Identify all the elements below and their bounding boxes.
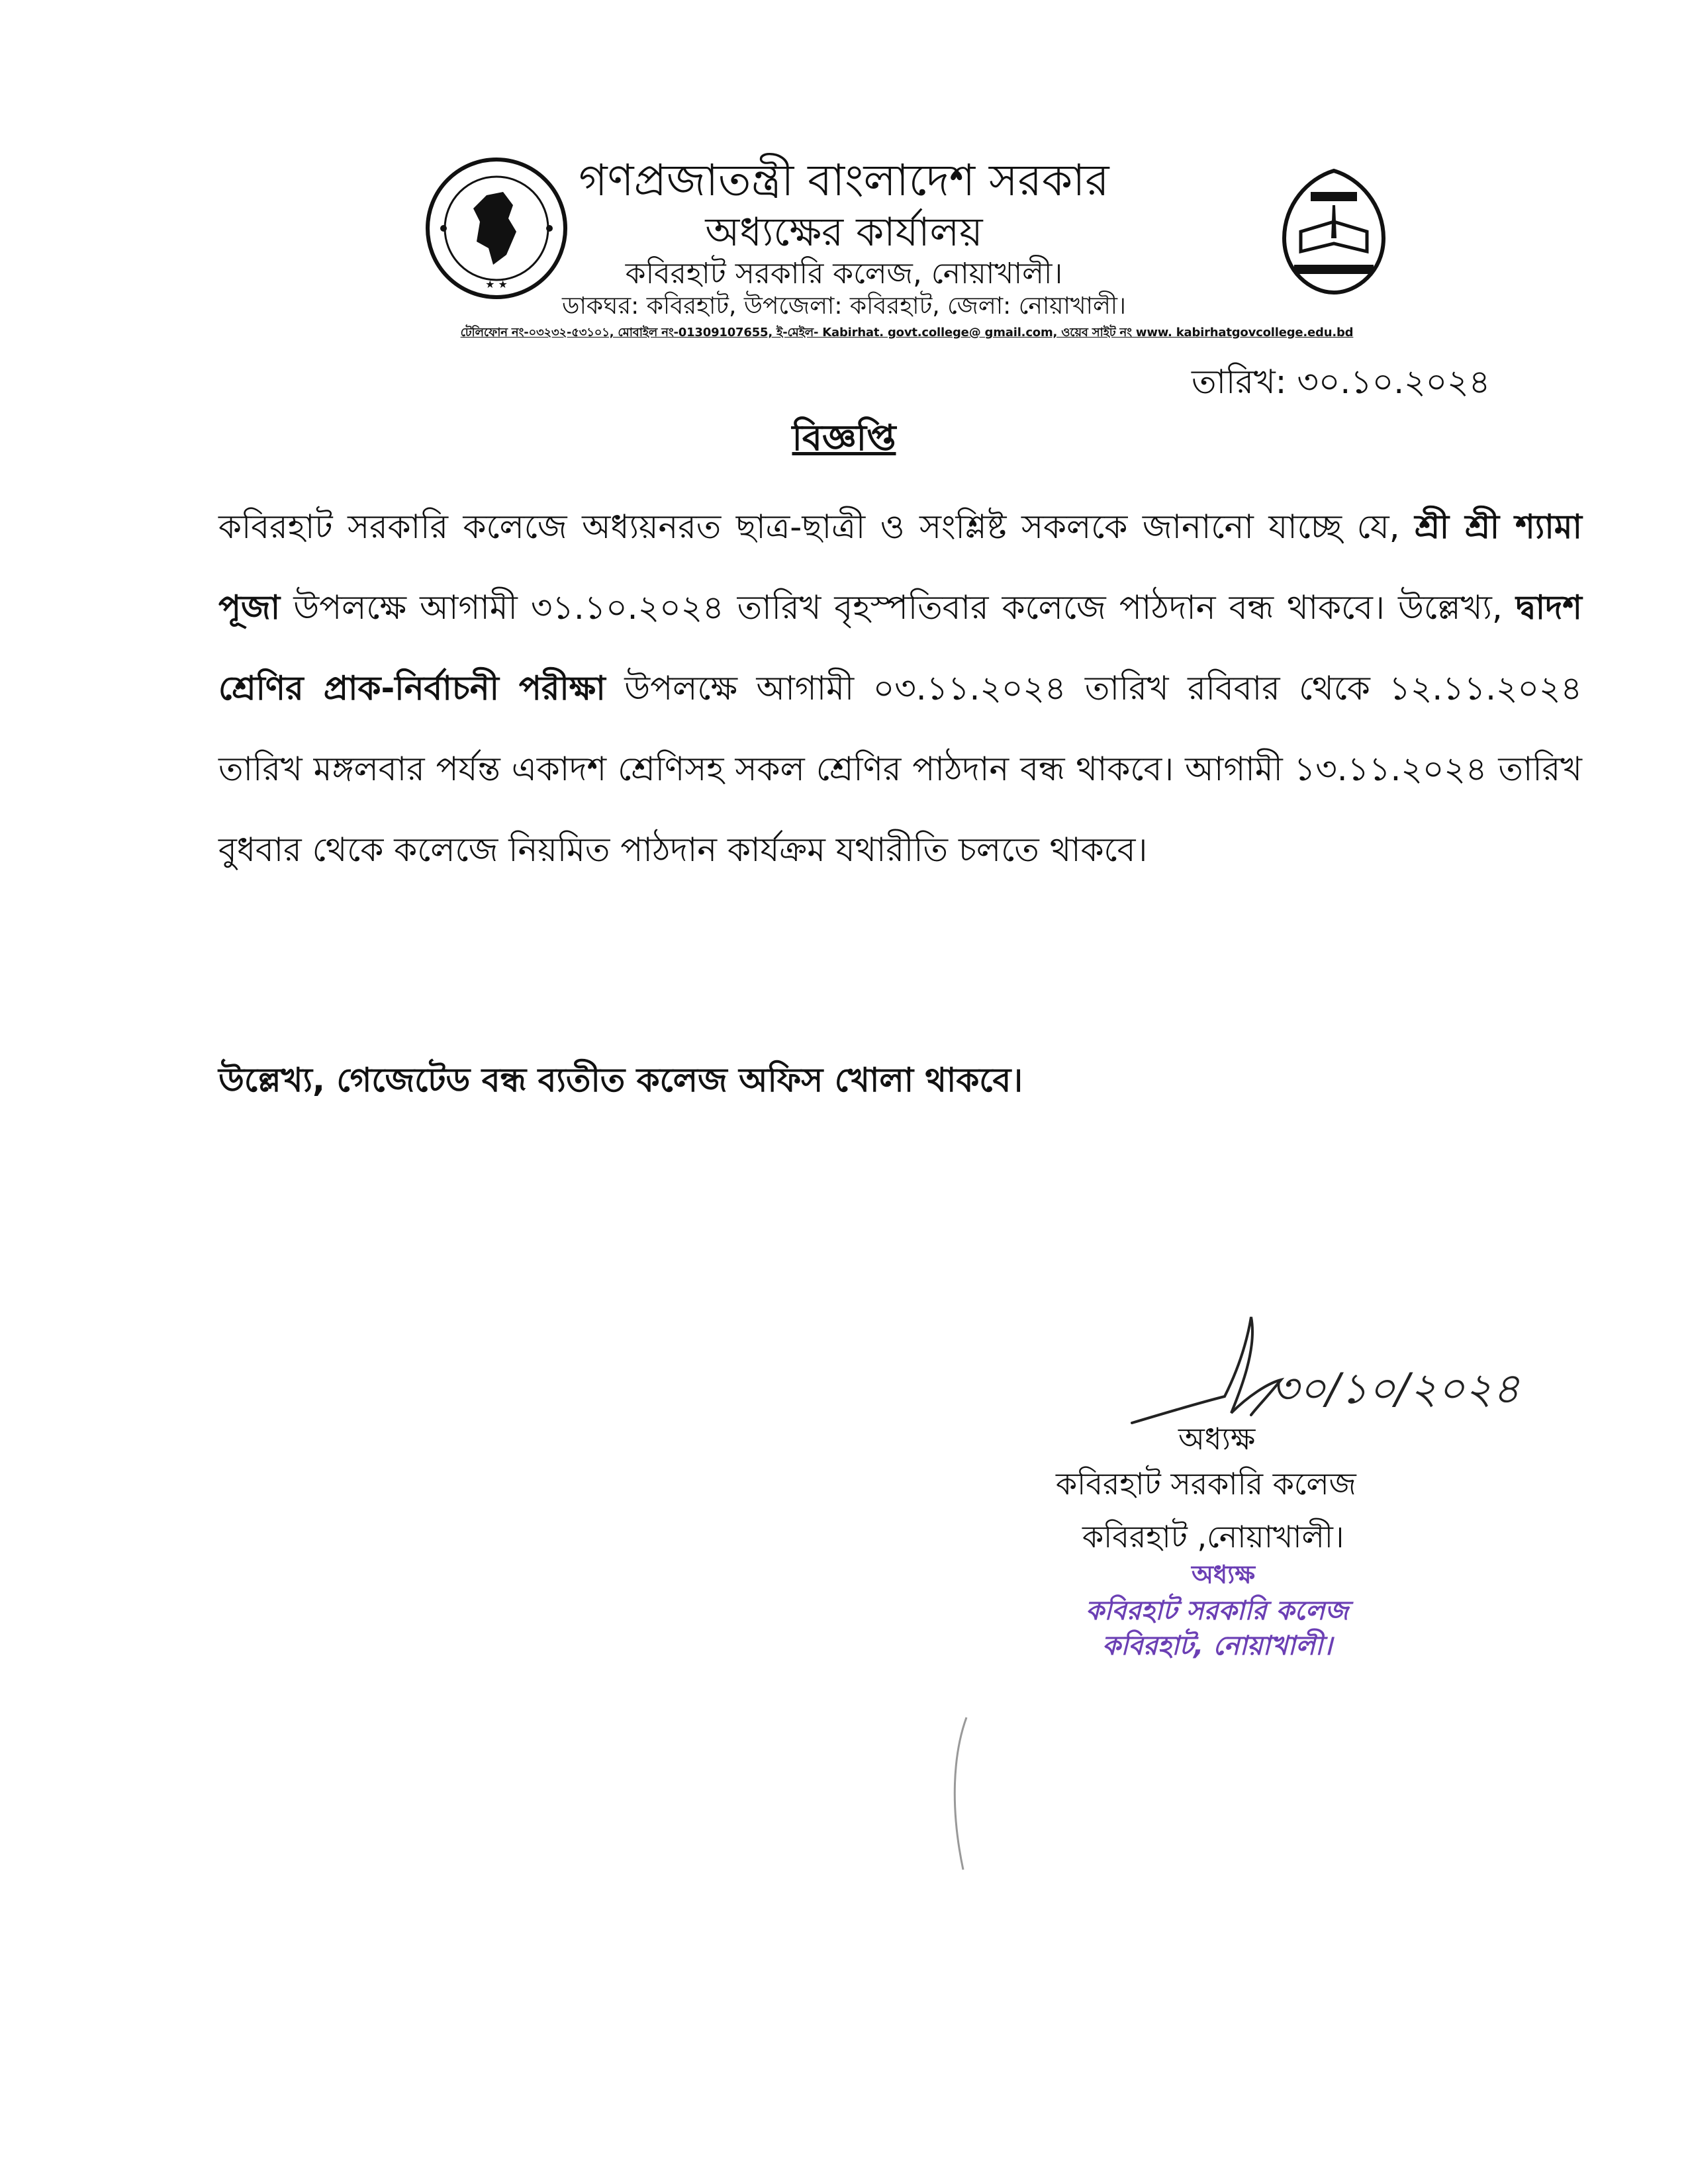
college-address: ডাকঘর: কবিরহাট, উপজেলা: কবিরহাট, জেলা: নোয়াখালী। [562,293,1126,320]
office-open-note: উল্লেখ্য, গেজেটেড বন্ধ ব্যতীত কলেজ অফিস খোলা থাকবে। [218,1061,1023,1099]
stamp-title: অধ্যক্ষ [1192,1560,1256,1589]
signatory-title: অধ্যক্ষ [1178,1421,1256,1457]
notice-body [218,486,1582,890]
body-text-part: উপলক্ষে আগামী ৩১.১০.২০২৪ তারিখ বৃহস্পতিবার কলেজে পাঠদান বন্ধ থাকবে। উল্লেখ্য, [280,588,1516,627]
government-title: গণপ্রজাতন্ত্রী বাংলাদেশ সরকার [579,155,1109,206]
body-text-part: কবিরহাট সরকারি কলেজে অধ্যয়নরত ছাত্র-ছাত্রী ও সংশ্লিষ্ট সকলকে জানানো যাচ্ছে যে, [218,508,1415,546]
notice-title: বিজ্ঞপ্তি [792,417,896,459]
scan-artifact-line [947,1714,973,1873]
notice-date: তারিখ: ৩০.১০.২০২৪ [1192,363,1491,401]
contact-info: টেলিফোন নং-০৩২৩২-৫৩১০১, মোবাইল নং-01309107655, ই-মেইল- Kabirhat. govt.college@ gmail.com, ওয়েব সাইট নং www. kabirhatgovcollege.edu.bd [460,326,1354,340]
signatory-college: কবিরহাট সরকারি কলেজ [1056,1466,1356,1502]
body-text-part: উপলক্ষে আগামী ০৩.১১.২০২৪ তারিখ রবিবার থেকে ১২.১১.২০২৪ তারিখ মঙ্গলবার পর্যন্ত একাদশ শ্রেণিসহ সকল শ্রেণির পাঠদান বন্ধ থাকবে। আগামী ১৩.১১.২০২৪ তারিখ বুধবার থেকে কলেজে নিয়মিত পাঠদান কার্যক্রম যথারীতি চলতে থাকবে। [218,669,1583,869]
svg-text:★ ★: ★ ★ [485,278,508,291]
body-bold-exam: দ্বাদশ শ্রেণির প্রাক-নির্বাচনী পরীক্ষা [218,588,1582,707]
signature-date: ৩০/১০/২০২৪ [1271,1365,1520,1414]
body-bold-puja: শ্রী শ্রী শ্যামা পূজা [218,508,1582,627]
office-title: অধ্যক্ষের কার্যালয় [705,209,983,255]
stamp-college: কবিরহাট সরকারি কলেজ [1086,1596,1349,1626]
signatory-place: কবিরহাট ,নোয়াখালী। [1082,1519,1344,1555]
college-name: কবিরহাট সরকারি কলেজ, নোয়াখালী। [625,257,1063,291]
stamp-place: কবিরহাট, নোয়াখালী। [1102,1631,1333,1661]
